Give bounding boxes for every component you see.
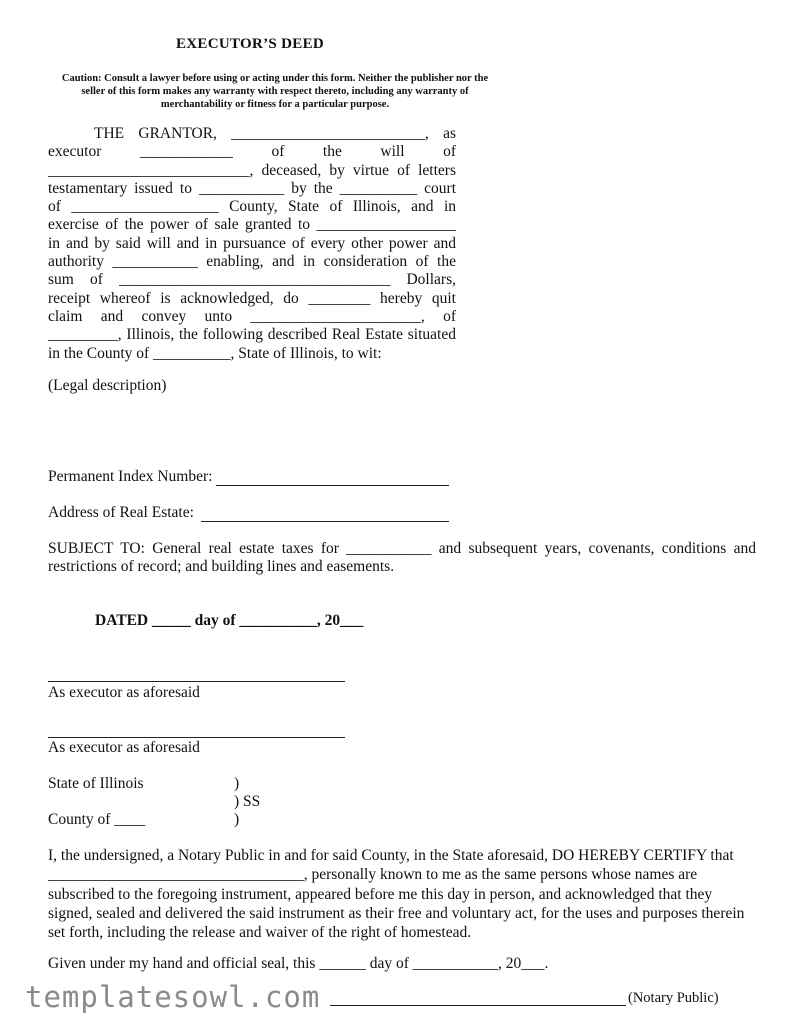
watermark-logo: templatesowl.com xyxy=(25,980,321,1014)
legal-description: (Legal description) xyxy=(48,377,167,394)
body-line: in the County of __________, State of Illinois, to wit: xyxy=(48,344,382,362)
caution-notice: Caution: Consult a lawyer before using or acting under this form. Neither the publisher nor the seller of this form makes any warranty with respect thereto, including any warranty of merchantability or fitness for a particular purpose. xyxy=(61,73,489,110)
county-label: County of ____ xyxy=(48,811,146,828)
pin-label: Permanent Index Number: xyxy=(48,468,213,485)
notary-line: _________________________________, personally known to me as the same persons whose names are xyxy=(48,866,698,884)
body-line: testamentary issued to ___________ by the __________ court xyxy=(48,179,456,197)
dated-line: DATED _____ day of __________, 20___ xyxy=(95,612,364,629)
bracket-3: ) xyxy=(234,811,240,828)
body-line: THE GRANTOR, _________________________, as xyxy=(94,125,456,142)
executor-caption-1: As executor as aforesaid xyxy=(48,684,200,701)
subject-line: SUBJECT TO: General real estate taxes for ___________ and subsequent years, covenants, conditions and xyxy=(48,540,756,557)
body-line: receipt whereof is acknowledged, do ________ hereby quit xyxy=(48,289,456,307)
subject-line: restrictions of record; and building lines and easements. xyxy=(48,558,395,576)
grantor-paragraph xyxy=(48,125,456,363)
notary-signature-line[interactable] xyxy=(330,1005,626,1006)
notary-line: subscribed to the foregoing instrument, appeared before me this day in person, and acknowledged that they xyxy=(48,885,713,903)
notary-certificate xyxy=(48,846,756,942)
executor-signature-line-2[interactable] xyxy=(48,737,345,738)
body-line: exercise of the power of sale granted to __________________ xyxy=(48,216,456,234)
body-line: executor ____________ of the will of xyxy=(48,143,456,161)
body-line: of ___________________ County, State of Illinois, and in xyxy=(48,198,456,216)
body-line: __________________________, deceased, by virtue of letters xyxy=(48,161,456,179)
notary-line: signed, sealed and delivered the said instrument as their free and voluntary act, for the uses and purposes therein xyxy=(48,904,745,922)
notary-public-label: (Notary Public) xyxy=(628,990,719,1006)
address-label: Address of Real Estate: xyxy=(48,504,194,521)
executor-signature-line-1[interactable] xyxy=(48,681,345,682)
pin-field-line[interactable] xyxy=(216,485,449,486)
subject-to-paragraph xyxy=(48,540,756,577)
notary-line: set forth, including the release and waiver of the right of homestead. xyxy=(48,924,472,942)
body-line: sum of ___________________________________ Dollars, xyxy=(48,271,456,289)
bracket-1: ) xyxy=(234,775,240,792)
body-line: authority ___________ enabling, and in consideration of the xyxy=(48,253,456,271)
body-line: claim and convey unto ______________________, of xyxy=(48,307,456,325)
notary-line: I, the undersigned, a Notary Public in and for said County, in the State aforesaid, DO HEREBY CERTIFY that xyxy=(48,847,734,864)
state-label: State of Illinois xyxy=(48,775,144,792)
document-title: EXECUTOR’S DEED xyxy=(176,36,325,52)
ss-label: ) SS xyxy=(234,793,261,810)
executor-caption-2: As executor as aforesaid xyxy=(48,739,200,756)
address-field-line[interactable] xyxy=(201,521,449,522)
body-line: _________, Illinois, the following described Real Estate situated xyxy=(48,326,456,344)
given-under-seal-line: Given under my hand and official seal, this ______ day of ___________, 20___. xyxy=(48,955,549,972)
body-line: in and by said will and in pursuance of every other power and xyxy=(48,234,456,252)
